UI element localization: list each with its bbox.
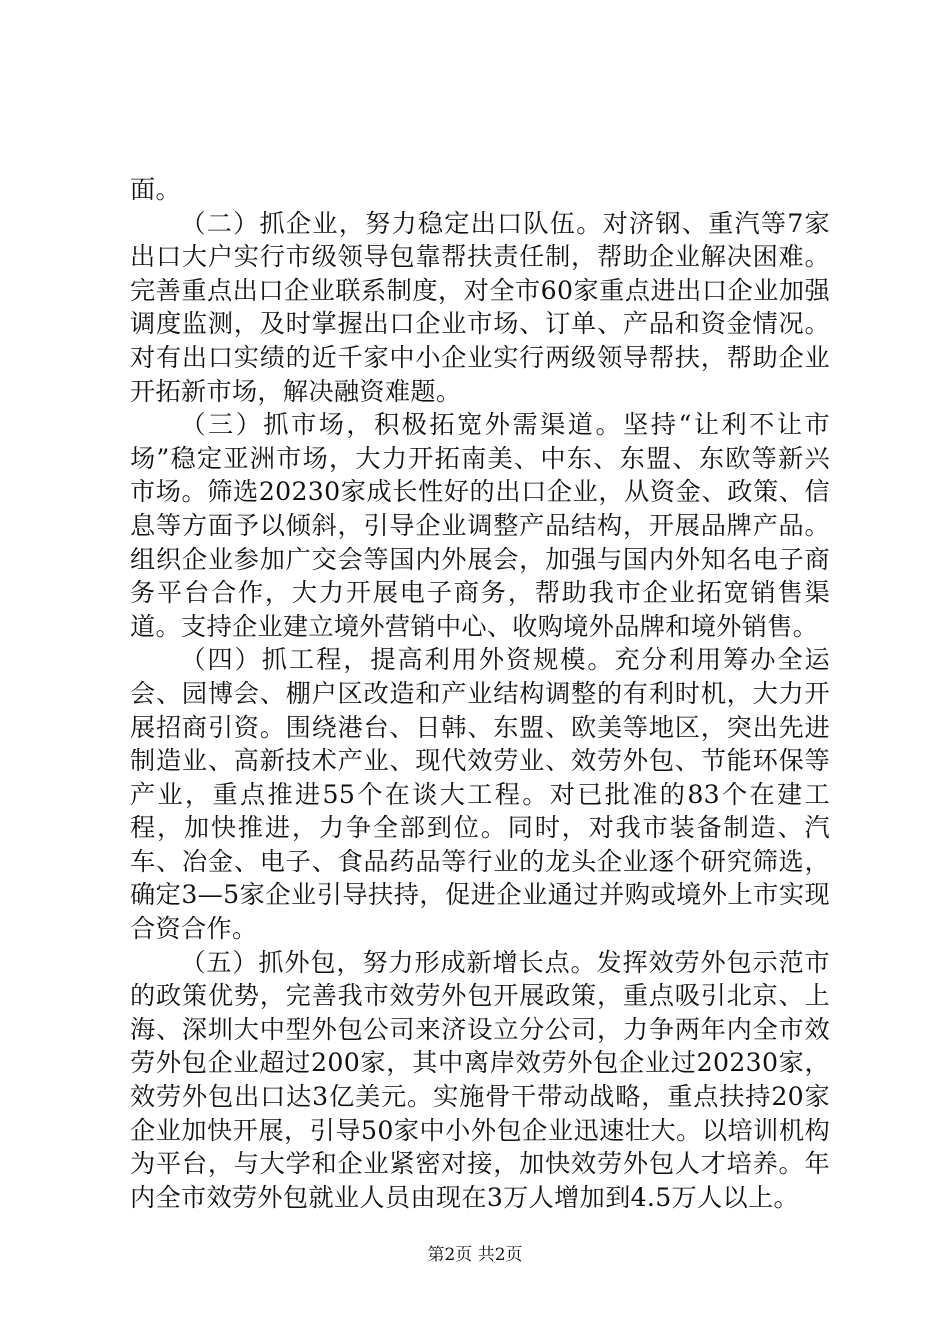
paragraph-section-3: （三）抓市场，积极拓宽外需渠道。坚持“让利不让市场”稳定亚洲市场，大力开拓南美、中东、东盟、东欧等新兴市场。筛选20230家成长性好的出口企业，从资金、政策、信息等方面予以倾斜，引导企业调整产品结构，开展品牌产品。组织企业参加广交会等国内外展会，加强与国内外知名电子商务平台合作，大力开展电子商务，帮助我市企业拓宽销售渠道。支持企业建立境外营销中心、收购境外品牌和境外销售。 [130, 410, 830, 641]
document-body [130, 173, 830, 1214]
paragraph-section-2: （二）抓企业，努力稳定出口队伍。对济钢、重汽等7家出口大户实行市级领导包靠帮扶责任制，帮助企业解决困难。完善重点出口企业联系制度，对全市60家重点进出口企业加强调度监测，及时掌握出口企业市场、订单、产品和资金情况。对有出口实绩的近千家中小企业实行两级领导帮扶，帮助企业开拓新市场，解决融资难题。 [130, 208, 830, 406]
paragraph-continuation: 面。 [130, 175, 181, 204]
paragraph-section-5: （五）抓外包，努力形成新增长点。发挥效劳外包示范市的政策优势，完善我市效劳外包开展政策，重点吸引北京、上海、深圳大中型外包公司来济设立分公司，力争两年内全市效劳外包企业超过200家，其中离岸效劳外包企业过20230家，效劳外包出口达3亿美元。实施骨干带动战略，重点扶持20家企业加快开展，引导50家中小外包企业迅速壮大。以培训机构为平台，与大学和企业紧密对接，加快效劳外包人才培养。年内全市效劳外包就业人员由现在3万人增加到4.5万人以上。 [130, 947, 830, 1212]
page-number-footer: 第2页 共2页 [427, 1245, 523, 1265]
paragraph-section-4: （四）抓工程，提高利用外资规模。充分利用筹办全运会、园博会、棚户区改造和产业结构调整的有利时机，大力开展招商引资。围绕港台、日韩、东盟、欧美等地区，突出先进制造业、高新技术产业、现代效劳业、效劳外包、节能环保等产业，重点推进55个在谈大工程。对已批准的83个在建工程，加快推进，力争全部到位。同时，对我市装备制造、汽车、冶金、电子、食品药品等行业的龙头企业逐个研究筛选，确定3—5家企业引导扶持，促进企业通过并购或境外上市实现合资合作。 [130, 645, 830, 944]
